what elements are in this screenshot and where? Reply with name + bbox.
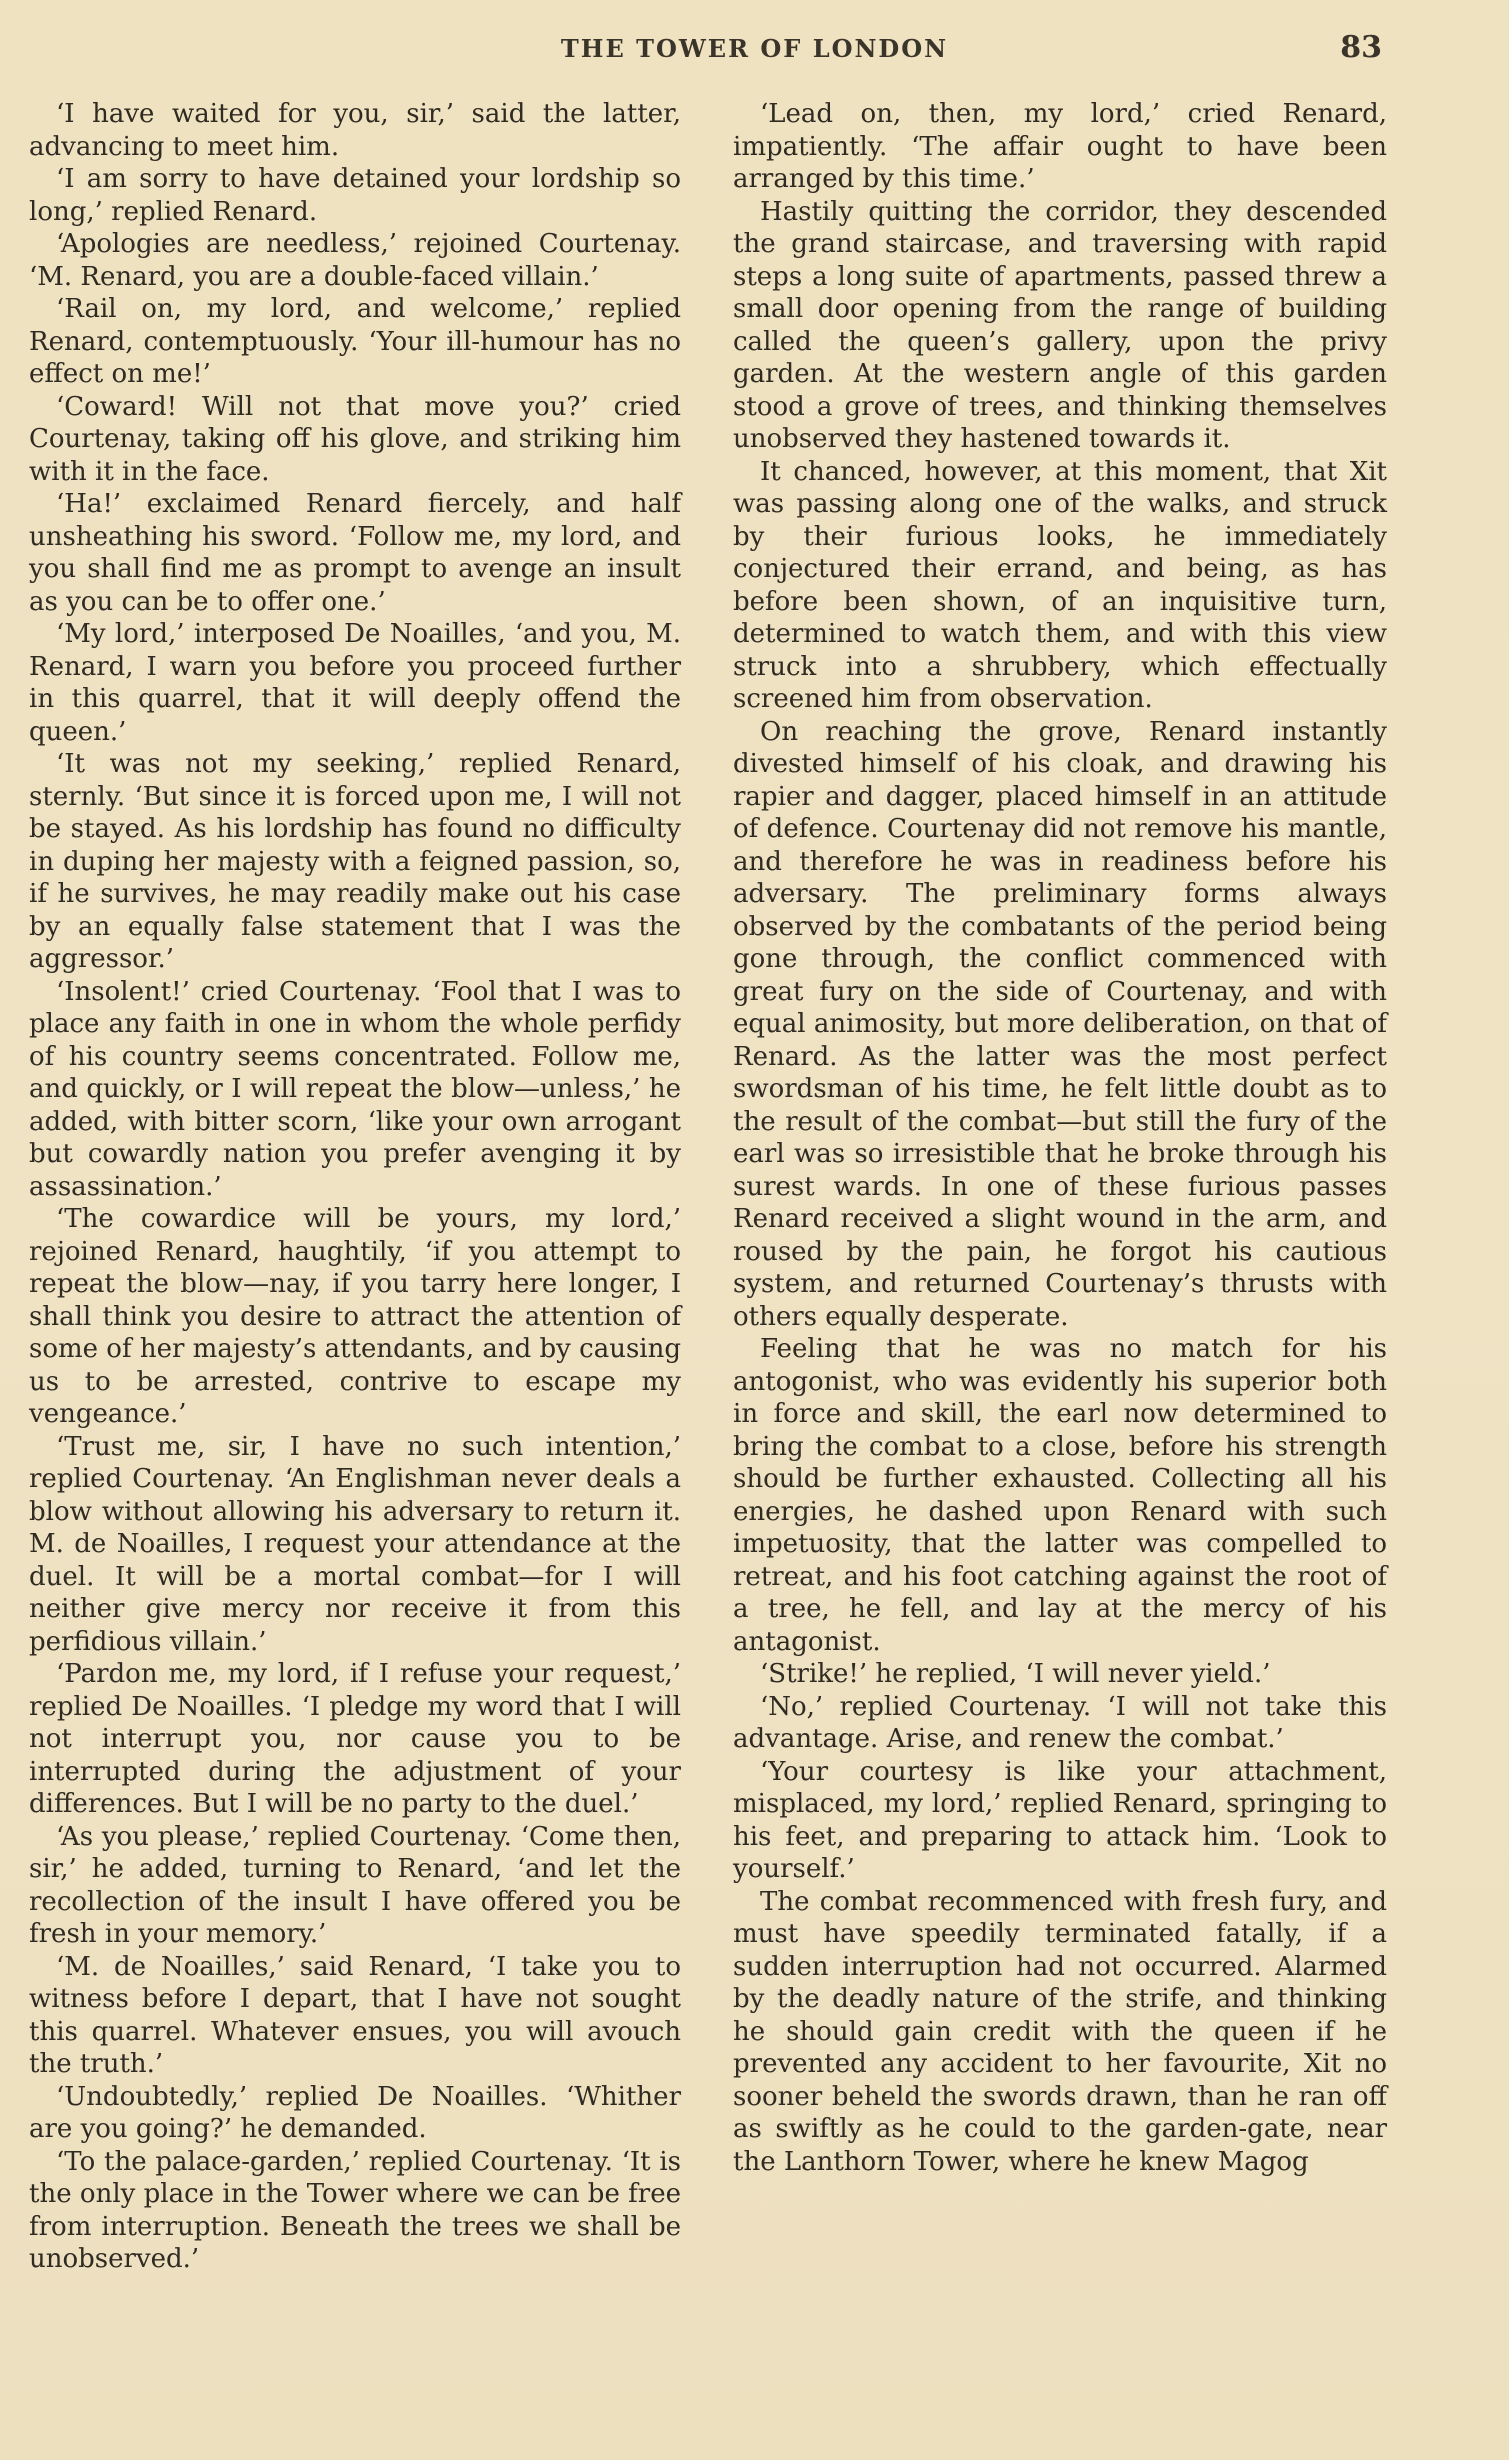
running-title: THE TOWER OF LONDON [560, 34, 949, 63]
paragraph: ‘My lord,’ interposed De Noailles, ‘and you, M. Renard, I warn you before you proceed further in this quarrel, that it will deeply offend the queen.’ [29, 619, 681, 747]
paragraph: The combat recommenced with fresh fury, and must have speedily terminated fatally, if a sudden interruption had not occurred. Alarmed by the deadly nature of the strife, and thinking he should gain credit with the queen if he prevented any accident to her favourite, Xit no sooner beheld the swords drawn, than he ran off as swiftly as he could to the garden-gate, near the Lanthorn Tower, where he knew Magog [733, 1886, 1387, 2177]
paragraph: ‘Ha!’ exclaimed Renard fiercely, and half unsheathing his sword. ‘Follow me, my lord, and you shall find me as prompt to avenge an insult as you can be to offer one.’ [29, 489, 681, 617]
paragraph: ‘The cowardice will be yours, my lord,’ rejoined Renard, haughtily, ‘if you attempt to repeat the blow—nay, if you tarry here longer, I shall think you desire to attract the attention of some of her majesty’s attendants, and by causing us to be arrested, contrive to escape my vengeance.’ [29, 1204, 681, 1429]
page-header [0, 30, 1509, 70]
paragraph: ‘To the palace-garden,’ replied Courtenay. ‘It is the only place in the Tower where we can be free from interruption. Beneath the trees we shall be unobserved.’ [29, 2146, 681, 2274]
paragraph: It chanced, however, at this moment, that Xit was passing along one of the walks, and struck by their furious looks, he immediately conjectured their errand, and being, as has before been shown, of an inquisitive turn, determined to watch them, and with this view struck into a shrubbery, which effectually screened him from observation. [733, 456, 1387, 714]
paragraph: ‘Strike!’ he replied, ‘I will never yield.’ [760, 1659, 1271, 1689]
paragraph: ‘As you please,’ replied Courtenay. ‘Come then, sir,’ he added, turning to Renard, ‘and let the recollection of the insult I have offered you be fresh in your memory.’ [29, 1821, 681, 1949]
paragraph: Feeling that he was no match for his antogonist, who was evidently his superior both in force and skill, the earl now determined to bring the combat to a close, before his strength should be further exhausted. Collecting all his energies, he dashed upon Renard with such impetuosity, that the latter was compelled to retreat, and his foot catching against the root of a tree, he fell, and lay at the mercy of his antagonist. [733, 1334, 1387, 1657]
paragraph: ‘No,’ replied Courtenay. ‘I will not take this advantage. Arise, and renew the combat.’ [733, 1691, 1387, 1754]
paragraph: ‘I have waited for you, sir,’ said the latter, advancing to meet him. [29, 99, 681, 162]
paragraph: ‘Pardon me, my lord, if I refuse your request,’ replied De Noailles. ‘I pledge my word that I will not interrupt you, nor cause you to be interrupted during the adjustment of your differences. But I will be no party to the duel.’ [29, 1659, 681, 1819]
paragraph: ‘Undoubtedly,’ replied De Noailles. ‘Whither are you going?’ he demanded. [29, 2081, 681, 2144]
paragraph: ‘Apologies are needless,’ rejoined Courtenay. ‘M. Renard, you are a double-faced villain.’ [29, 229, 681, 292]
paragraph: Hastily quitting the corridor, they descended the grand staircase, and traversing with rapid steps a long suite of apartments, passed threw a small door opening from the range of building called the queen’s gallery, upon the privy garden. At the western angle of this garden stood a grove of trees, and thinking themselves unobserved they hastened towards it. [733, 196, 1387, 454]
left-column [29, 98, 681, 2276]
paragraph: On reaching the grove, Renard instantly divested himself of his cloak, and drawing his rapier and dagger, placed himself in an attitude of defence. Courtenay did not remove his mantle, and therefore he was in readiness before his adversary. The preliminary forms always observed by the combatants of the period being gone through, the conflict commenced with great fury on the side of Courtenay, and with equal animosity, but more deliberation, on that of Renard. As the latter was the most perfect swordsman of his time, he felt little doubt as to the result of the combat—but still the fury of the earl was so irresistible that he broke through his surest wards. In one of these furious passes Renard received a slight wound in the arm, and roused by the pain, he forgot his cautious system, and returned Courtenay’s thrusts with others equally desperate. [733, 716, 1387, 1332]
paragraph: ‘It was not my seeking,’ replied Renard, sternly. ‘But since it is forced upon me, I will not be stayed. As his lordship has found no difficulty in duping her majesty with a feigned passion, so, if he survives, he may readily make out his case by an equally false statement that I was the aggressor.’ [29, 749, 681, 974]
paragraph: ‘Your courtesy is like your attachment, misplaced, my lord,’ replied Renard, springing to his feet, and preparing to attack him. ‘Look to yourself.’ [733, 1756, 1387, 1884]
paragraph: ‘M. de Noailles,’ said Renard, ‘I take you to witness before I depart, that I have not sought this quarrel. Whatever ensues, you will avouch the truth.’ [29, 1951, 681, 2079]
right-column [733, 98, 1387, 2178]
paragraph: ‘Coward! Will not that move you?’ cried Courtenay, taking off his glove, and striking him with it in the face. [29, 391, 681, 487]
paragraph: ‘Lead on, then, my lord,’ cried Renard, impatiently. ‘The affair ought to have been arranged by this time.’ [733, 99, 1387, 194]
paragraph: ‘Trust me, sir, I have no such intention,’ replied Courtenay. ‘An Englishman never deals a blow without allowing his adversary to return it. M. de Noailles, I request your attendance at the duel. It will be a mortal combat—for I will neither give mercy nor receive it from this perfidious villain.’ [29, 1431, 681, 1657]
paragraph: ‘Rail on, my lord, and welcome,’ replied Renard, contemptuously. ‘Your ill-humour has no effect on me!’ [29, 294, 681, 389]
paragraph: ‘I am sorry to have detained your lordship so long,’ replied Renard. [29, 164, 681, 227]
page-number: 83 [1340, 30, 1382, 65]
paragraph: ‘Insolent!’ cried Courtenay. ‘Fool that I was to place any faith in one in whom the whole perfidy of his country seems concentrated. Follow me, and quickly, or I will repeat the blow—unless,’ he added, with bitter scorn, ‘like your own arrogant but cowardly nation you prefer avenging it by assassination.’ [29, 976, 681, 1202]
